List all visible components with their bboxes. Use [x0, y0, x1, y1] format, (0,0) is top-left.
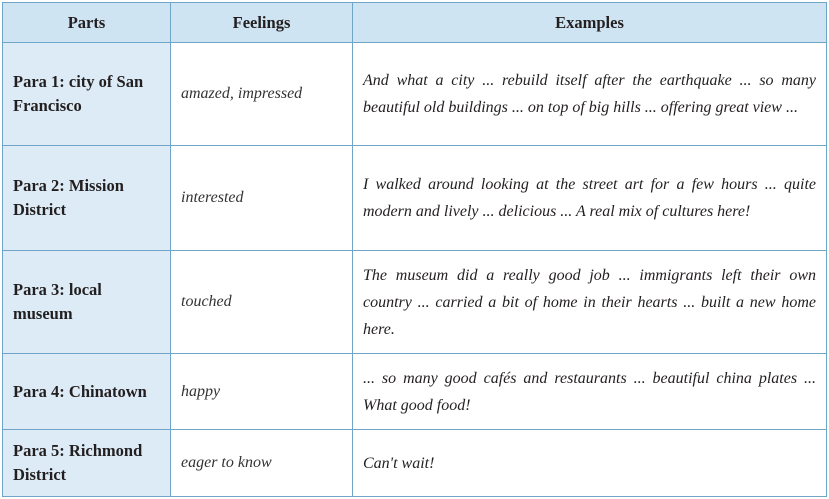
part-cell: Para 4: Chinatown [3, 354, 171, 430]
part-cell: Para 3: local museum [3, 251, 171, 354]
example-cell: ... so many good cafés and restaurants ... beautiful china plates ... What good food! [353, 354, 827, 430]
header-row [3, 3, 827, 43]
feeling-cell: interested [171, 146, 353, 251]
table-header [3, 3, 827, 43]
feeling-cell: touched [171, 251, 353, 354]
example-cell: And what a city ... rebuild itself after the earthquake ... so many beautiful old buildings ... on top of big hills ... offering great view ... [353, 43, 827, 146]
feeling-cell: happy [171, 354, 353, 430]
header-examples: Examples [353, 3, 827, 43]
header-parts: Parts [3, 3, 171, 43]
example-cell: Can't wait! [353, 430, 827, 497]
table-body [3, 43, 827, 497]
header-feelings: Feelings [171, 3, 353, 43]
table-row [3, 354, 827, 430]
example-cell: I walked around looking at the street art for a few hours ... quite modern and lively ... delicious ... A real mix of cultures here! [353, 146, 827, 251]
feeling-cell: amazed, impressed [171, 43, 353, 146]
part-cell: Para 5: Richmond District [3, 430, 171, 497]
table-row [3, 251, 827, 354]
feeling-cell: eager to know [171, 430, 353, 497]
table-row [3, 43, 827, 146]
reading-analysis-table [2, 2, 827, 497]
table-row [3, 430, 827, 497]
table-row [3, 146, 827, 251]
part-cell: Para 2: Mission District [3, 146, 171, 251]
part-cell: Para 1: city of San Francisco [3, 43, 171, 146]
example-cell: The museum did a really good job ... immigrants left their own country ... carried a bit of home in their hearts ... built a new home here. [353, 251, 827, 354]
